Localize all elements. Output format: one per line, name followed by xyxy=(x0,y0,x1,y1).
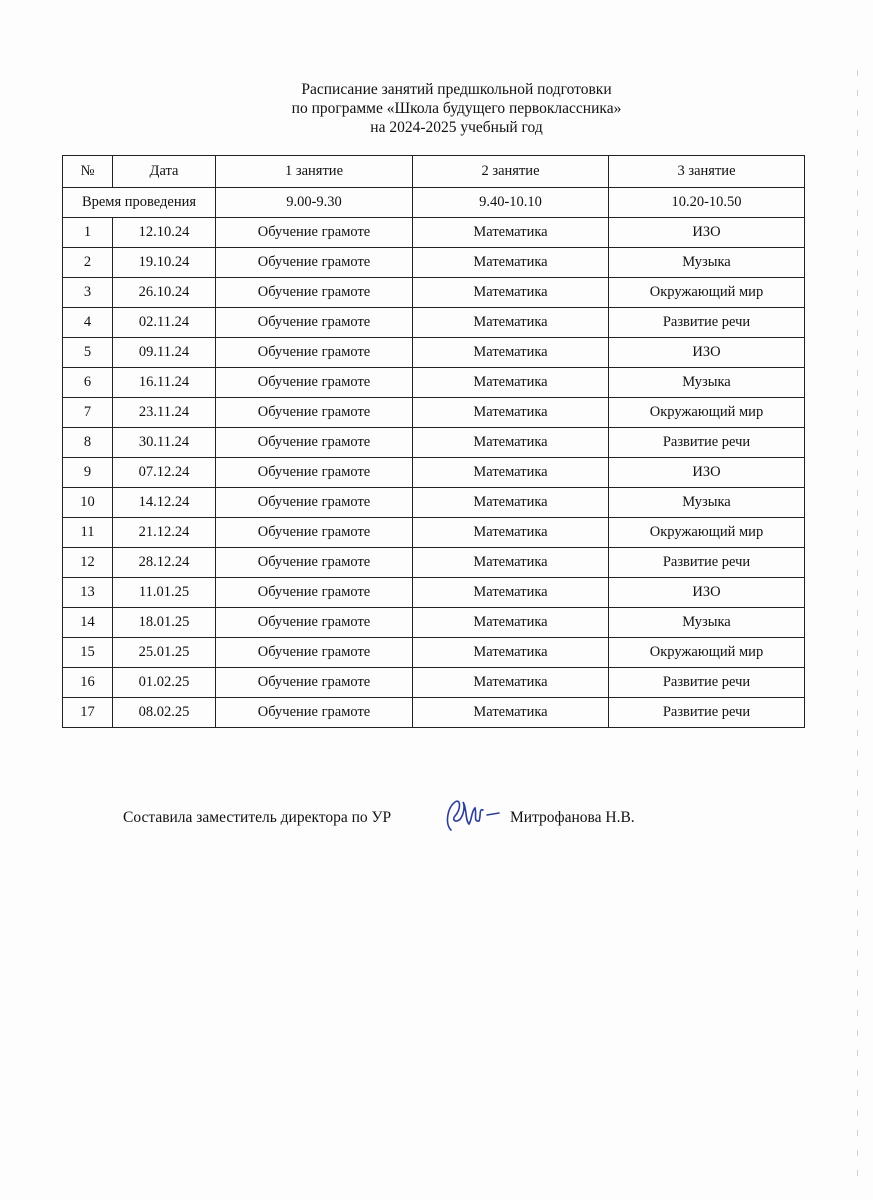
heading-line-1: Расписание занятий предшкольной подготовки xyxy=(301,81,612,98)
row-date: 26.10.24 xyxy=(113,278,216,308)
row-lesson-1: Обучение грамоте xyxy=(216,578,413,608)
row-number: 4 xyxy=(63,308,113,338)
row-lesson-3: Музыка xyxy=(609,248,805,278)
row-lesson-1: Обучение грамоте xyxy=(216,428,413,458)
row-number: 7 xyxy=(63,398,113,428)
row-lesson-1: Обучение грамоте xyxy=(216,698,413,728)
row-date: 02.11.24 xyxy=(113,308,216,338)
row-lesson-3: Окружающий мир xyxy=(609,278,805,308)
row-lesson-3: ИЗО xyxy=(609,578,805,608)
row-number: 8 xyxy=(63,428,113,458)
table-row xyxy=(63,398,805,428)
table-row xyxy=(63,338,805,368)
table-row xyxy=(63,668,805,698)
header-lesson-3: 3 занятие xyxy=(609,156,805,188)
row-lesson-3: Развитие речи xyxy=(609,548,805,578)
time-slot-3: 10.20-10.50 xyxy=(609,188,805,218)
row-lesson-2: Математика xyxy=(413,548,609,578)
row-number: 5 xyxy=(63,338,113,368)
table-row xyxy=(63,638,805,668)
row-lesson-1: Обучение грамоте xyxy=(216,248,413,278)
row-lesson-1: Обучение грамоте xyxy=(216,518,413,548)
table-row xyxy=(63,458,805,488)
row-lesson-1: Обучение грамоте xyxy=(216,278,413,308)
heading-line-2: по программе «Школа будущего первоклассника» xyxy=(291,100,622,117)
row-lesson-1: Обучение грамоте xyxy=(216,548,413,578)
row-number: 14 xyxy=(63,608,113,638)
row-number: 1 xyxy=(63,218,113,248)
row-lesson-3: Музыка xyxy=(609,608,805,638)
row-date: 14.12.24 xyxy=(113,488,216,518)
row-lesson-1: Обучение грамоте xyxy=(216,638,413,668)
row-date: 19.10.24 xyxy=(113,248,216,278)
row-lesson-3: ИЗО xyxy=(609,458,805,488)
row-number: 17 xyxy=(63,698,113,728)
row-date: 16.11.24 xyxy=(113,368,216,398)
row-lesson-2: Математика xyxy=(413,458,609,488)
row-number: 6 xyxy=(63,368,113,398)
table-row xyxy=(63,548,805,578)
row-lesson-2: Математика xyxy=(413,368,609,398)
table-row xyxy=(63,278,805,308)
row-number: 15 xyxy=(63,638,113,668)
schedule-table xyxy=(62,155,805,728)
row-lesson-1: Обучение грамоте xyxy=(216,308,413,338)
time-slot-2: 9.40-10.10 xyxy=(413,188,609,218)
row-date: 01.02.25 xyxy=(113,668,216,698)
row-lesson-2: Математика xyxy=(413,698,609,728)
time-row xyxy=(63,188,805,218)
row-lesson-2: Математика xyxy=(413,518,609,548)
row-lesson-1: Обучение грамоте xyxy=(216,668,413,698)
row-lesson-3: Развитие речи xyxy=(609,698,805,728)
row-date: 07.12.24 xyxy=(113,458,216,488)
table-row xyxy=(63,248,805,278)
row-date: 21.12.24 xyxy=(113,518,216,548)
header-lesson-1: 1 занятие xyxy=(216,156,413,188)
row-date: 11.01.25 xyxy=(113,578,216,608)
row-lesson-3: ИЗО xyxy=(609,338,805,368)
row-lesson-2: Математика xyxy=(413,338,609,368)
row-lesson-2: Математика xyxy=(413,398,609,428)
row-lesson-3: Развитие речи xyxy=(609,428,805,458)
compiled-by-label: Составила заместитель директора по УР xyxy=(123,809,392,826)
header-lesson-2: 2 занятие xyxy=(413,156,609,188)
time-slot-1: 9.00-9.30 xyxy=(216,188,413,218)
row-number: 11 xyxy=(63,518,113,548)
signatory-name: Митрофанова Н.В. xyxy=(510,809,635,826)
row-lesson-1: Обучение грамоте xyxy=(216,608,413,638)
row-lesson-1: Обучение грамоте xyxy=(216,218,413,248)
table-row xyxy=(63,488,805,518)
table-header-row xyxy=(63,156,805,188)
row-lesson-3: Развитие речи xyxy=(609,308,805,338)
row-date: 23.11.24 xyxy=(113,398,216,428)
row-date: 18.01.25 xyxy=(113,608,216,638)
row-lesson-2: Математика xyxy=(413,668,609,698)
row-date: 25.01.25 xyxy=(113,638,216,668)
row-lesson-3: Музыка xyxy=(609,368,805,398)
row-lesson-2: Математика xyxy=(413,308,609,338)
document-heading xyxy=(0,80,873,137)
table-row xyxy=(63,518,805,548)
row-number: 2 xyxy=(63,248,113,278)
row-number: 10 xyxy=(63,488,113,518)
table-row xyxy=(63,578,805,608)
heading-line-3: на 2024-2025 учебный год xyxy=(370,119,543,136)
handwritten-signature-icon xyxy=(437,794,503,838)
row-lesson-2: Математика xyxy=(413,428,609,458)
row-lesson-2: Математика xyxy=(413,638,609,668)
row-lesson-2: Математика xyxy=(413,488,609,518)
table-row xyxy=(63,608,805,638)
row-lesson-1: Обучение грамоте xyxy=(216,398,413,428)
row-lesson-3: Музыка xyxy=(609,488,805,518)
row-date: 30.11.24 xyxy=(113,428,216,458)
row-date: 08.02.25 xyxy=(113,698,216,728)
row-number: 13 xyxy=(63,578,113,608)
table-row xyxy=(63,368,805,398)
row-lesson-3: Окружающий мир xyxy=(609,638,805,668)
table-row xyxy=(63,428,805,458)
scan-edge-mark xyxy=(856,70,859,1190)
table-row xyxy=(63,218,805,248)
row-lesson-1: Обучение грамоте xyxy=(216,338,413,368)
row-lesson-2: Математика xyxy=(413,608,609,638)
row-lesson-1: Обучение грамоте xyxy=(216,368,413,398)
row-lesson-3: ИЗО xyxy=(609,218,805,248)
row-date: 12.10.24 xyxy=(113,218,216,248)
row-number: 16 xyxy=(63,668,113,698)
row-lesson-3: Окружающий мир xyxy=(609,518,805,548)
row-number: 12 xyxy=(63,548,113,578)
row-lesson-3: Развитие речи xyxy=(609,668,805,698)
time-label: Время проведения xyxy=(63,188,216,218)
row-lesson-2: Математика xyxy=(413,578,609,608)
row-lesson-1: Обучение грамоте xyxy=(216,488,413,518)
table-row xyxy=(63,698,805,728)
row-lesson-2: Математика xyxy=(413,278,609,308)
row-lesson-1: Обучение грамоте xyxy=(216,458,413,488)
row-date: 09.11.24 xyxy=(113,338,216,368)
row-lesson-2: Математика xyxy=(413,248,609,278)
table-row xyxy=(63,308,805,338)
header-date: Дата xyxy=(113,156,216,188)
row-lesson-3: Окружающий мир xyxy=(609,398,805,428)
row-date: 28.12.24 xyxy=(113,548,216,578)
row-lesson-2: Математика xyxy=(413,218,609,248)
row-number: 3 xyxy=(63,278,113,308)
row-number: 9 xyxy=(63,458,113,488)
header-number: № xyxy=(63,156,113,188)
